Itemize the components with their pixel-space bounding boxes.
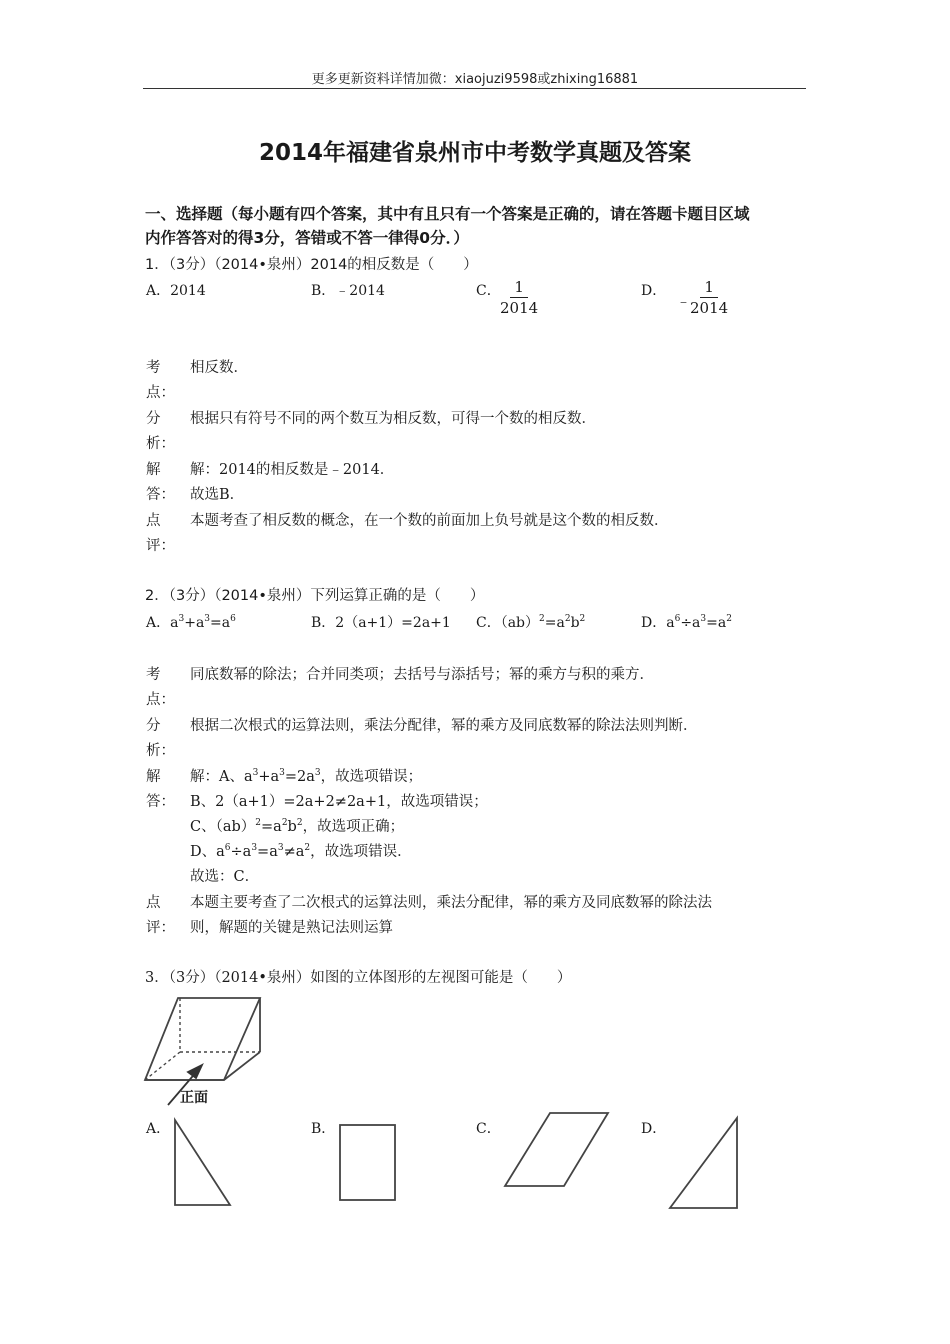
q1-option-d-label: D． — [641, 283, 667, 299]
q3-stem: 3．（3分）（2014•泉州）如图的立体图形的左视图可能是（ ） — [145, 970, 572, 986]
q1-jieda-line2: 故选B． — [190, 487, 245, 503]
q3-option-a-label: A． — [146, 1121, 171, 1137]
q2-fenxi: 根据二次根式的运算法则，乘法分配律，幂的乘方及同底数幂的除法法则判断． — [190, 718, 698, 734]
q2-dianping-label-1: 点 — [146, 895, 161, 911]
q1-kaodian-label-2: 点： — [146, 385, 175, 401]
q3-option-c-shape — [500, 1108, 615, 1193]
q1-fenxi-label-1: 分 — [146, 411, 161, 427]
q2-kaodian: 同底数幂的除法；合并同类项；去括号与添括号；幂的乘方与积的乘方． — [190, 667, 654, 683]
q2-stem: 2．（3分）（2014•泉州）下列运算正确的是（ ） — [145, 588, 485, 604]
q1-jieda-label-2: 答： — [146, 487, 175, 503]
q2-fenxi-label-1: 分 — [146, 718, 161, 734]
q3-option-d-shape — [665, 1113, 745, 1213]
q2-jieda-label-1: 解 — [146, 769, 161, 785]
q2-option-b: B．2（a+1）=2a+1 — [311, 615, 451, 631]
q2-kaodian-label-2: 点： — [146, 692, 175, 708]
q2-option-d: D．$a^6\div a^3=a^2$ — [641, 614, 732, 631]
q2-fenxi-label-2: 析： — [146, 743, 175, 759]
q1-dianping-label-1: 点 — [146, 513, 161, 529]
q2-jieda-line3: C、$(ab)^2=a^2b^2$，故选项正确； — [190, 818, 405, 835]
q1-option-c-fraction — [500, 278, 538, 319]
q3-option-b-shape — [335, 1120, 405, 1205]
section-heading-line2: 内作答答对的得3分，答错或不答一律得0分．） — [145, 229, 469, 247]
q1-fenxi: 根据只有符号不同的两个数互为相反数，可得一个数的相反数． — [190, 411, 596, 427]
q2-jieda-line1: 解：A、$a^3+a^3=2a^3$，故选项错误； — [190, 768, 423, 785]
section-heading-line1: 一、选择题（每小题有四个答案，其中有且只有一个答案是正确的，请在答题卡题目区域 — [145, 205, 750, 223]
q2-jieda-line5: 故选：C． — [190, 869, 260, 885]
header-divider — [143, 88, 806, 89]
q3-option-c-label: C． — [476, 1121, 501, 1137]
q2-option-c: C．$(ab)^2=a^2b^2$ — [476, 614, 586, 631]
q1-option-c-label: C． — [476, 283, 501, 299]
q3-front-label: 正面 — [180, 1090, 208, 1106]
q3-option-a-shape — [170, 1115, 240, 1210]
q2-dianping-line2: 则，解题的关键是熟记法则运算 — [190, 920, 393, 936]
q2-jieda-line4: D、$a^6\div a^3=a^3\ne a^2$，故选项错误． — [190, 843, 412, 860]
q2-dianping-line1: 本题主要考查了二次根式的运算法则，乘法分配律，幂的乘方及同底数幂的除法法 — [190, 895, 712, 911]
q1-dianping-label-2: 评： — [146, 538, 175, 554]
q2-option-a: A．$a^3+a^3=a^6$ — [146, 614, 236, 631]
q1-d-denominator: 2014 — [690, 299, 729, 317]
q1-option-a: A．2014 — [146, 283, 206, 299]
q1-option-b: B．﹣2014 — [311, 283, 385, 299]
q1-c-numerator: 1 — [510, 278, 528, 298]
q1-fenxi-label-2: 析： — [146, 436, 175, 452]
q1-c-denominator: 2014 — [500, 299, 539, 317]
q2-jieda-label-2: 答： — [146, 794, 175, 810]
page-header: 更多更新资料详情加微：xiaojuzi9598或zhixing16881 — [311, 72, 639, 87]
q1-stem: 1．（3分）（2014•泉州）2014的相反数是（ ） — [145, 257, 478, 273]
q3-option-d-label: D． — [641, 1121, 667, 1137]
q1-kaodian: 相反数． — [190, 360, 248, 376]
q1-jieda-line1: 解：2014的相反数是﹣2014． — [190, 462, 395, 478]
q1-d-sign: ﹣ — [676, 292, 692, 310]
q1-dianping: 本题考查了相反数的概念，在一个数的前面加上负号就是这个数的相反数． — [190, 513, 669, 529]
q1-d-numerator: 1 — [700, 278, 718, 298]
q3-option-b-label: B． — [311, 1121, 336, 1137]
page-title: 2014年福建省泉州市中考数学真题及答案 — [258, 140, 691, 166]
q2-dianping-label-2: 评： — [146, 920, 175, 936]
q2-jieda-line2: B、2（a+1）=2a+2≠2a+1，故选项错误； — [190, 794, 488, 810]
q1-option-d-fraction — [690, 278, 728, 319]
q3-solid-figure — [140, 990, 270, 1085]
q2-kaodian-label-1: 考 — [146, 667, 161, 683]
q1-jieda-label-1: 解 — [146, 462, 161, 478]
q1-kaodian-label-1: 考 — [146, 360, 161, 376]
